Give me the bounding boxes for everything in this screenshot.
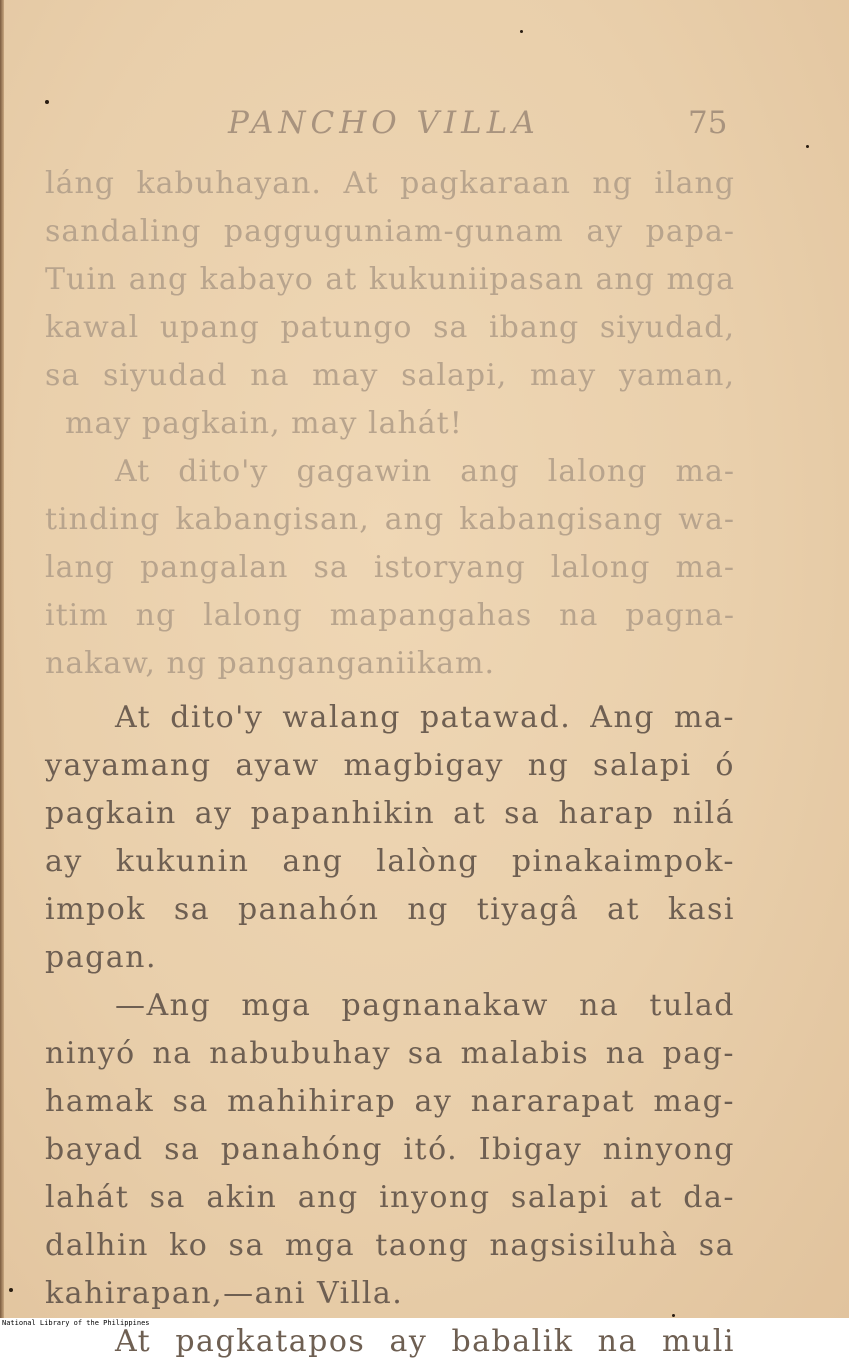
text-line: impok sa panahón ng tiyagâ at kasi — [45, 892, 735, 927]
text-line: nakaw, ng panganganiikam. — [45, 646, 495, 681]
text-line: —Ang mga pagnanakaw na tulad — [115, 988, 735, 1023]
text-line: lang pangalan sa istoryang lalong ma- — [45, 550, 735, 585]
text-line: itim ng lalong mapangahas na pagna- — [45, 598, 735, 633]
text-line: may pagkain, may lahát! — [65, 406, 463, 441]
running-title: PANCHO VILLA — [228, 105, 540, 141]
text-line: kahirapan,—ani Villa. — [45, 1276, 404, 1311]
text-line: sandaling pagguguniam-gunam ay papa- — [45, 214, 735, 249]
text-line: pagan. — [45, 940, 158, 975]
text-line: hamak sa mahihirap ay nararapat mag- — [45, 1084, 735, 1119]
footer-credit: National Library of the Philippines — [2, 1319, 150, 1327]
text-line: lahát sa akin ang inyong salapi at da- — [45, 1180, 735, 1215]
text-line: ninyó na nabubuhay sa malabis na pag- — [45, 1036, 735, 1071]
page-number: 75 — [688, 105, 728, 141]
text-line: láng kabuhayan. At pagkaraan ng ilang — [45, 166, 735, 201]
print-speck — [9, 1288, 13, 1292]
text-line: ay kukunin ang lalòng pinakaimpok- — [45, 844, 735, 879]
text-line: Tuin ang kabayo at kukuniipasan ang mga — [45, 262, 735, 297]
print-speck — [672, 1314, 675, 1317]
page-binding-edge — [0, 0, 4, 1318]
text-line: sa siyudad na may salapi, may yaman, — [45, 358, 735, 393]
text-line: tinding kabangisan, ang kabangisang wa- — [45, 502, 735, 537]
body-text — [45, 160, 735, 1366]
text-line: dalhin ko sa mga taong nagsisiluhà sa — [45, 1228, 735, 1263]
text-line: At dito'y gagawin ang lalong ma- — [115, 454, 735, 489]
running-head — [0, 105, 849, 155]
text-line: At pagkatapos ay babalik na muli — [115, 1324, 735, 1359]
text-line: kawal upang patungo sa ibang siyudad, — [45, 310, 735, 345]
print-speck — [806, 145, 809, 148]
text-line: bayad sa panahóng itó. Ibigay ninyong — [45, 1132, 735, 1167]
text-line: pagkain ay papanhikin at sa harap nilá — [45, 796, 735, 831]
print-speck — [45, 100, 49, 104]
text-line: yayamang ayaw magbigay ng salapi ó — [45, 748, 735, 783]
text-line: At dito'y walang patawad. Ang ma- — [115, 700, 735, 735]
print-speck — [520, 30, 523, 33]
